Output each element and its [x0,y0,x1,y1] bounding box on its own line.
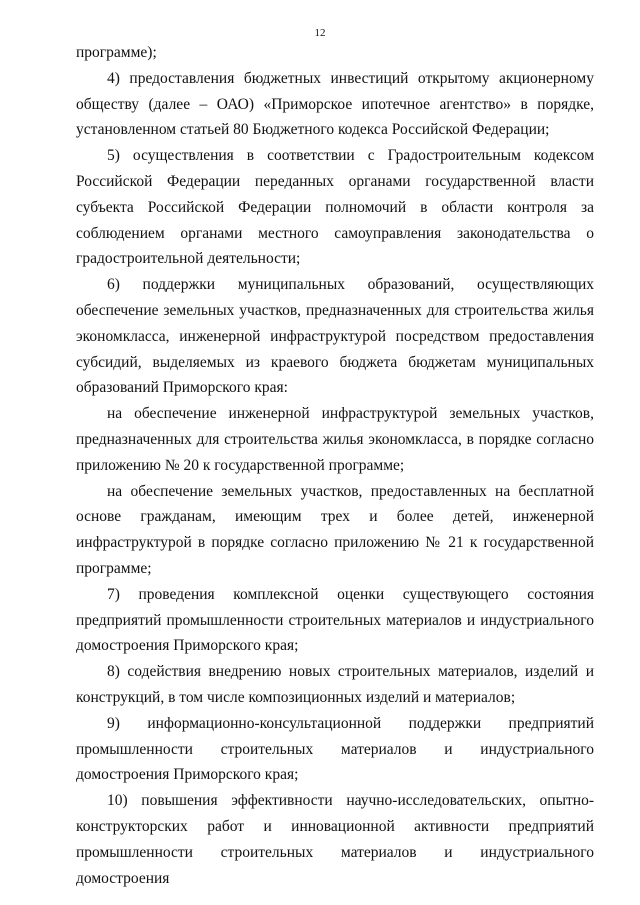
page-number: 12 [314,27,326,39]
paragraph-item-7: 7) проведения комплексной оценки существующего состояния предприятий промышленности строительных материалов и индустриального домостроения Приморского края; [76,585,594,655]
paragraph-item-6: 6) поддержки муниципальных образований, осуществляющих обеспечение земельных участков, предназначенных для строительства жилья экономкласса, инженерной инфраструктурой посредством предоставления субсидий, выделяемых из краевого бюджета бюджетам муниципальных образований Приморского края: [76,276,594,397]
paragraph-item-5: 5) осуществления в соответствии с Градостроительным кодексом Российской Федерации переданных органами государственной власти субъекта Российской Федерации полномочий в области контроля за соблюдением органами местного самоуправления законодательства о градостроительной деятельности; [76,147,594,268]
paragraph-item-8: 8) содействия внедрению новых строительных материалов, изделий и конструкций, в том числе композиционных изделий и материалов; [76,663,594,706]
document-body [76,40,594,891]
paragraph-continuation: программе); [76,44,157,61]
paragraph-subitem-infrastructure: на обеспечение инженерной инфраструктурой земельных участков, предназначенных для строительства жилья экономкласса, в порядке согласно приложению № 20 к государственной программе; [76,405,594,474]
paragraph-item-10: 10) повышения эффективности научно-исследовательских, опытно-конструкторских работ и инновационной активности предприятий промышленности строительных материалов и индустриального домостроения [76,792,594,887]
paragraph-item-4: 4) предоставления бюджетных инвестиций открытому акционерному обществу (далее – ОАО) «Приморское ипотечное агентство» в порядке, установленном статьей 80 Бюджетного кодекса Российской Федерации; [76,69,594,139]
paragraph-item-9: 9) информационно-консультационной поддержки предприятий промышленности строительных материалов и индустриального домостроения Приморского края; [76,714,594,784]
paragraph-subitem-free-land: на обеспечение земельных участков, предоставленных на бесплатной основе гражданам, имеющим трех и более детей, инженерной инфраструктурой в порядке согласно приложению № 21 к государственной программе; [76,482,594,577]
